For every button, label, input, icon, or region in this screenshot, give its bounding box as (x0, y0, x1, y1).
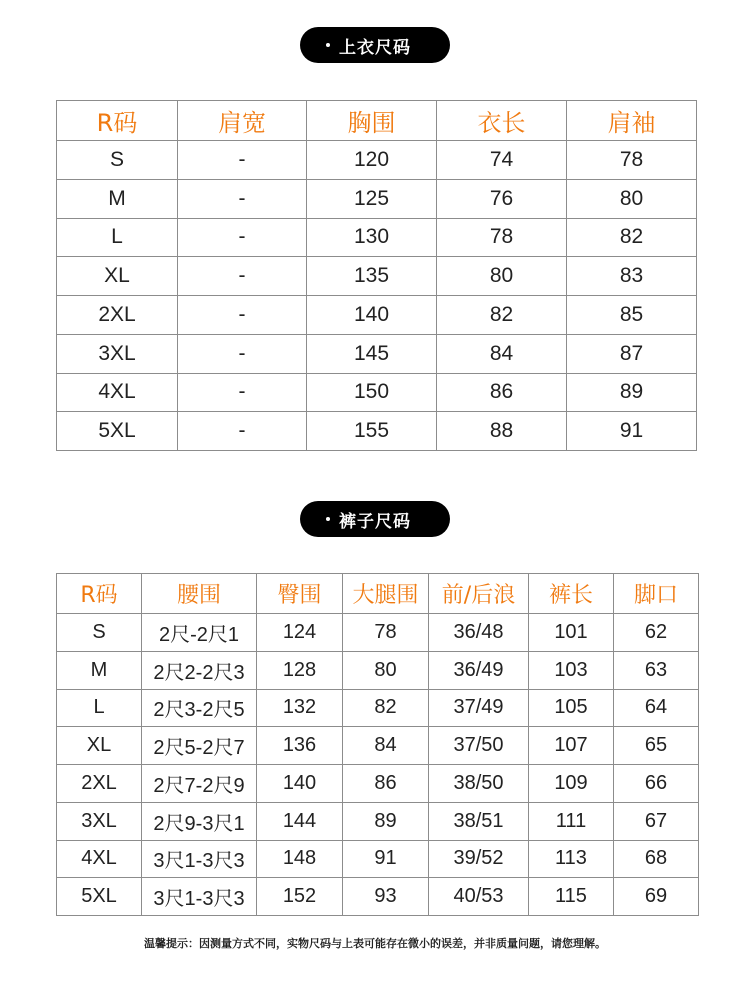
table-row (57, 412, 697, 451)
measurement-cell: 2尺2-2尺3 (142, 651, 257, 689)
column-header: 前/后浪 (429, 574, 529, 614)
measurement-cell: 136 (257, 727, 343, 765)
top-size-table (56, 100, 697, 451)
column-header: 脚口 (614, 574, 699, 614)
size-cell: 4XL (57, 373, 178, 412)
measurement-cell: 64 (614, 689, 699, 727)
measurement-cell: 89 (343, 802, 429, 840)
table-row (57, 727, 699, 765)
measurement-cell: 40/53 (429, 878, 529, 916)
size-cell: L (57, 689, 142, 727)
table-row (57, 802, 699, 840)
table-row (57, 840, 699, 878)
measurement-cell: 38/50 (429, 765, 529, 803)
measurement-cell: 80 (567, 179, 697, 218)
size-cell: XL (57, 257, 178, 296)
measurement-cell: 76 (437, 179, 567, 218)
table-row (57, 689, 699, 727)
measurement-cell: 78 (343, 614, 429, 652)
measurement-cell: 63 (614, 651, 699, 689)
size-cell: 2XL (57, 296, 178, 335)
column-header: 衣长 (437, 101, 567, 141)
measurement-cell: 87 (567, 334, 697, 373)
column-header: 肩袖 (567, 101, 697, 141)
measurement-cell: 39/52 (429, 840, 529, 878)
measurement-cell: 152 (257, 878, 343, 916)
measurement-cell: 78 (437, 218, 567, 257)
measurement-cell: 3尺1-3尺3 (142, 878, 257, 916)
measurement-cell: 150 (307, 373, 437, 412)
size-cell: XL (57, 727, 142, 765)
size-cell: 4XL (57, 840, 142, 878)
size-cell: 3XL (57, 334, 178, 373)
measurement-cell: 101 (529, 614, 614, 652)
measurement-cell: 65 (614, 727, 699, 765)
measurement-cell: 105 (529, 689, 614, 727)
measurement-cell: 84 (437, 334, 567, 373)
measurement-cell: - (178, 257, 307, 296)
measurement-cell: - (178, 334, 307, 373)
size-cell: S (57, 141, 178, 180)
table-row (57, 614, 699, 652)
top-section-title-badge (300, 27, 450, 63)
measurement-cell: 124 (257, 614, 343, 652)
measurement-cell: 155 (307, 412, 437, 451)
table-row (57, 651, 699, 689)
measurement-cell: 66 (614, 765, 699, 803)
measurement-cell: 68 (614, 840, 699, 878)
measurement-cell: 107 (529, 727, 614, 765)
measurement-cell: 128 (257, 651, 343, 689)
measurement-cell: 86 (343, 765, 429, 803)
size-cell: M (57, 651, 142, 689)
column-header: 胸围 (307, 101, 437, 141)
measurement-cell: 80 (343, 651, 429, 689)
table-row (57, 141, 697, 180)
table-row (57, 218, 697, 257)
measurement-cell: 140 (257, 765, 343, 803)
measurement-cell: 82 (343, 689, 429, 727)
measurement-cell: - (178, 218, 307, 257)
column-header: 大腿围 (343, 574, 429, 614)
measurement-cell: 78 (567, 141, 697, 180)
table-row (57, 373, 697, 412)
measurement-cell: 83 (567, 257, 697, 296)
measurement-cell: 2尺3-2尺5 (142, 689, 257, 727)
measurement-cell: 109 (529, 765, 614, 803)
measurement-cell: 86 (437, 373, 567, 412)
size-cell: 5XL (57, 878, 142, 916)
footnote: 温馨提示：因测量方式不同，实物尺码与上表可能存在微小的误差，并非质量问题，请您理解。 (144, 937, 606, 950)
measurement-cell: 125 (307, 179, 437, 218)
size-cell: 2XL (57, 765, 142, 803)
column-header: 裤长 (529, 574, 614, 614)
column-header: 肩宽 (178, 101, 307, 141)
measurement-cell: 3尺1-3尺3 (142, 840, 257, 878)
bottom-section-title: 裤子尺码 (339, 511, 411, 532)
table-row (57, 296, 697, 335)
table-row (57, 334, 697, 373)
table-header-row (57, 101, 697, 141)
column-header: R码 (57, 101, 178, 141)
measurement-cell: 148 (257, 840, 343, 878)
measurement-cell: 93 (343, 878, 429, 916)
measurement-cell: 36/48 (429, 614, 529, 652)
column-header: 臀围 (257, 574, 343, 614)
measurement-cell: 89 (567, 373, 697, 412)
measurement-cell: 67 (614, 802, 699, 840)
table-header-row (57, 574, 699, 614)
measurement-cell: 85 (567, 296, 697, 335)
measurement-cell: 37/50 (429, 727, 529, 765)
measurement-cell: 130 (307, 218, 437, 257)
measurement-cell: - (178, 373, 307, 412)
measurement-cell: 2尺5-2尺7 (142, 727, 257, 765)
measurement-cell: 145 (307, 334, 437, 373)
measurement-cell: 135 (307, 257, 437, 296)
measurement-cell: 2尺7-2尺9 (142, 765, 257, 803)
table-row (57, 257, 697, 296)
measurement-cell: 111 (529, 802, 614, 840)
measurement-cell: 144 (257, 802, 343, 840)
measurement-cell: 84 (343, 727, 429, 765)
measurement-cell: - (178, 179, 307, 218)
measurement-cell: 62 (614, 614, 699, 652)
bullet-dot-icon (326, 43, 330, 47)
measurement-cell: 103 (529, 651, 614, 689)
table-row (57, 179, 697, 218)
size-cell: 5XL (57, 412, 178, 451)
measurement-cell: 88 (437, 412, 567, 451)
measurement-cell: 82 (567, 218, 697, 257)
measurement-cell: 113 (529, 840, 614, 878)
bottom-section-title-badge (300, 501, 450, 537)
measurement-cell: - (178, 296, 307, 335)
measurement-cell: 80 (437, 257, 567, 296)
table-row (57, 765, 699, 803)
top-section-title: 上衣尺码 (339, 37, 411, 58)
measurement-cell: 38/51 (429, 802, 529, 840)
column-header: R码 (57, 574, 142, 614)
size-cell: L (57, 218, 178, 257)
size-cell: M (57, 179, 178, 218)
measurement-cell: 91 (343, 840, 429, 878)
measurement-cell: 91 (567, 412, 697, 451)
bottom-size-table (56, 573, 699, 916)
bullet-dot-icon (326, 517, 330, 521)
measurement-cell: 140 (307, 296, 437, 335)
table-row (57, 878, 699, 916)
measurement-cell: 69 (614, 878, 699, 916)
measurement-cell: 36/49 (429, 651, 529, 689)
measurement-cell: - (178, 141, 307, 180)
measurement-cell: 37/49 (429, 689, 529, 727)
measurement-cell: 132 (257, 689, 343, 727)
measurement-cell: 120 (307, 141, 437, 180)
measurement-cell: 2尺9-3尺1 (142, 802, 257, 840)
measurement-cell: 74 (437, 141, 567, 180)
measurement-cell: 115 (529, 878, 614, 916)
size-cell: S (57, 614, 142, 652)
size-cell: 3XL (57, 802, 142, 840)
measurement-cell: - (178, 412, 307, 451)
column-header: 腰围 (142, 574, 257, 614)
measurement-cell: 2尺-2尺1 (142, 614, 257, 652)
measurement-cell: 82 (437, 296, 567, 335)
